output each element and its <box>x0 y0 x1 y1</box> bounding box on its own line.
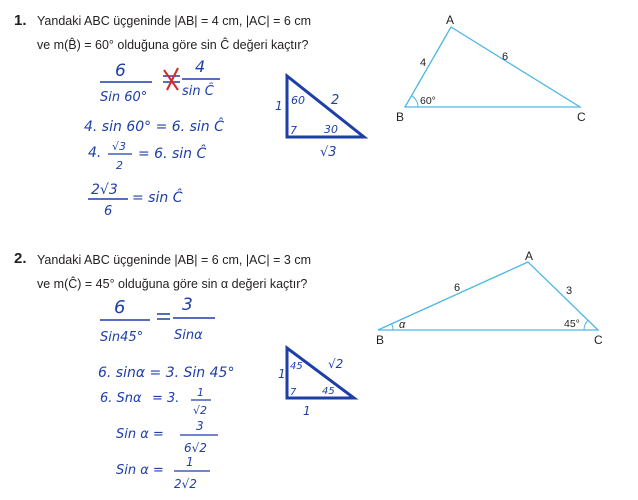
q1-r1-left-den: Sin 60° <box>100 90 148 105</box>
q2-vertex-a: A <box>525 249 534 263</box>
q1-r2: 4. sin 60° = 6. sin Ĉ <box>84 119 224 135</box>
q2-angle-alpha: α <box>399 319 406 331</box>
q1-r4-den: 6 <box>104 204 113 219</box>
q1-r3-left: 4. <box>88 145 102 161</box>
q1-r4-num: 2√3 <box>91 182 118 198</box>
q2-r5-den: 2√2 <box>174 477 197 491</box>
question-2-line-1: Yandaki ABC üçgeninde |AB| = 6 cm, |AC| = 3 cm <box>37 253 312 267</box>
q1-sketch-top-angle: 60 <box>291 94 305 107</box>
q1-sketch-vert: 1 <box>275 99 283 113</box>
q2-r4-left: Sin α = <box>116 427 164 442</box>
q1-vertex-b: B <box>396 110 405 124</box>
q2-sketch-triangle <box>278 348 354 418</box>
q2-r4-den: 6√2 <box>184 441 207 455</box>
q1-vertex-c: C <box>577 110 586 124</box>
q1-sketch-hyp: 2 <box>331 93 340 108</box>
q2-r3-den: √2 <box>193 404 208 417</box>
q2-r1-left-den: Sin45° <box>100 330 144 345</box>
q1-r4-right: = sin Ĉ <box>132 190 183 206</box>
q2-r5-num: 1 <box>186 455 194 469</box>
question-1-number: 1. <box>14 12 27 29</box>
q1-sketch-triangle <box>275 76 364 160</box>
q2-sketch-top-angle: 45 <box>290 361 303 372</box>
q2-r3-left: 6. Snα <box>100 391 142 406</box>
question-2-number: 2. <box>14 250 27 267</box>
question-1-line-1: Yandaki ABC üçgeninde |AB| = 4 cm, |AC| = 6 cm <box>37 14 312 28</box>
q1-r3-den: 2 <box>116 159 123 172</box>
q1-r1-right-num: 4 <box>195 57 206 76</box>
q2-r3-mid: = 3. <box>152 391 180 406</box>
q2-sketch-base: 1 <box>303 404 311 418</box>
q1-angle-b: 60° <box>420 95 436 107</box>
q2-sketch-bottom-angle: 45 <box>322 386 335 397</box>
q1-side-ac: 6 <box>502 51 509 63</box>
q1-side-ab: 4 <box>420 57 427 69</box>
q1-figure-triangle <box>396 13 586 124</box>
q2-sketch-hyp: √2 <box>328 357 344 371</box>
q1-handwritten-solution <box>84 57 224 219</box>
q1-r3-num: √3 <box>112 140 127 153</box>
q2-side-ac: 3 <box>566 285 573 297</box>
q2-angle-c: 45° <box>564 318 580 330</box>
q2-r5-left: Sin α = <box>116 463 164 478</box>
q2-r3-num: 1 <box>197 386 204 399</box>
q1-sketch-bottom-angle: 30 <box>324 123 338 136</box>
q2-r1-left-num: 6 <box>114 297 126 318</box>
q2-r1-right-den: Sinα <box>174 328 203 343</box>
q2-figure-triangle <box>376 249 603 347</box>
q1-sketch-base: √3 <box>320 145 337 160</box>
q1-r1-right-den: sin Ĉ <box>182 84 214 99</box>
q2-r2: 6. sinα = 3. Sin 45° <box>98 365 235 381</box>
q2-sketch-right-angle: 7 <box>290 387 297 398</box>
question-2-line-2: ve m(Ĉ) = 45° olduğuna göre sin α değeri kaçtır? <box>37 277 308 291</box>
q1-r1-left-num: 6 <box>115 61 126 81</box>
question-1-line-2: ve m(B̂) = 60° olduğuna göre sin Ĉ değeri kaçtır? <box>37 38 309 52</box>
q2-r1-right-num: 3 <box>182 295 193 315</box>
q2-handwritten-solution <box>98 295 234 491</box>
q2-side-ab: 6 <box>454 282 461 294</box>
q2-vertex-b: B <box>376 333 385 347</box>
q1-vertex-a: A <box>446 13 455 27</box>
q2-r4-num: 3 <box>196 419 204 433</box>
q2-sketch-vert: 1 <box>278 367 286 381</box>
q1-crossed-equal-sign <box>163 68 180 90</box>
q2-vertex-c: C <box>594 333 603 347</box>
q1-r3-right: = 6. sin Ĉ <box>138 146 207 162</box>
q1-sketch-right-angle: 7 <box>290 124 297 137</box>
